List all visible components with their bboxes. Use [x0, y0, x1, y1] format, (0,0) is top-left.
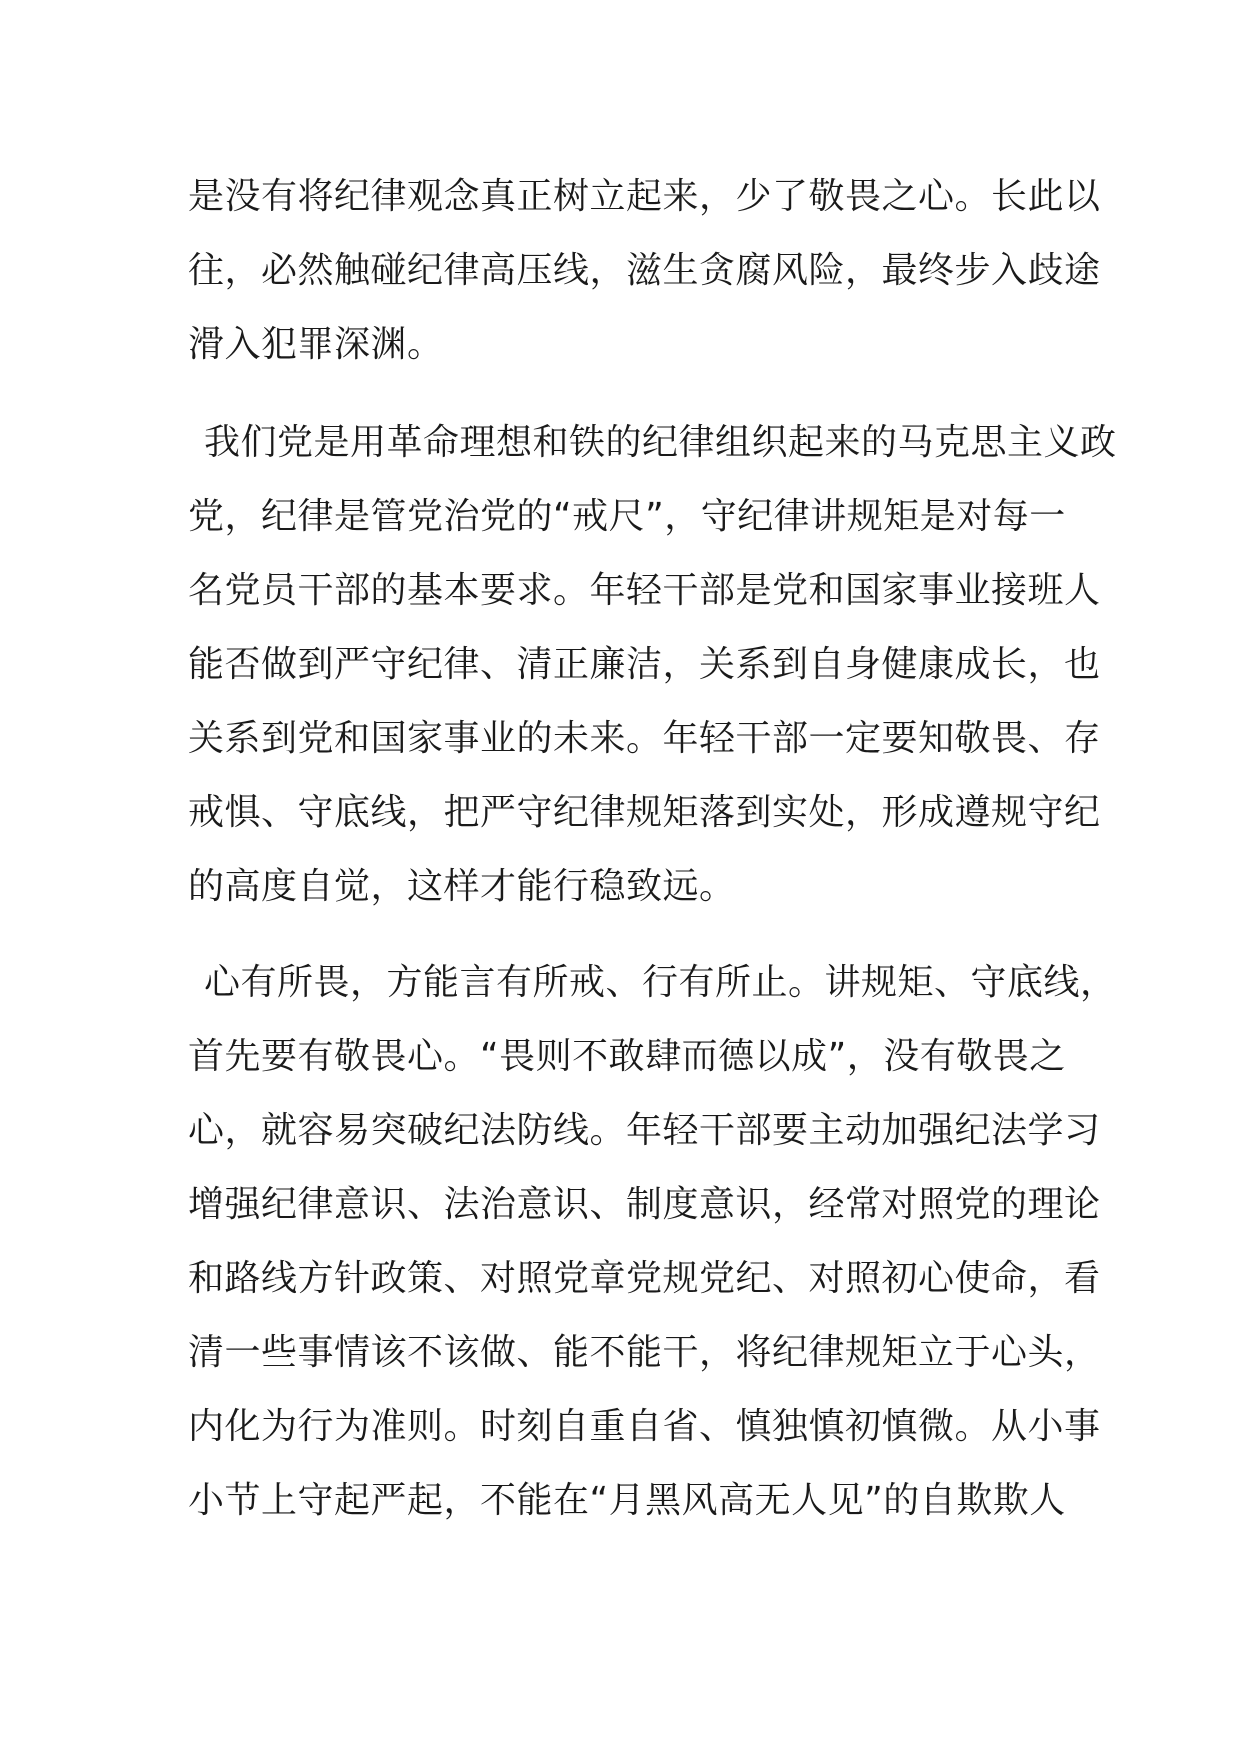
paragraph-line: 心，就容易突破纪法防线。年轻干部要主动加强纪法学习: [188, 1110, 1101, 1151]
paragraph-2: [188, 406, 1117, 924]
paragraph-line: 党，纪律是管党治党的“戒尺”，守纪律讲规矩是对每一: [188, 496, 1066, 537]
paragraph-line: 增强纪律意识、法治意识、制度意识，经常对照党的理论: [188, 1184, 1101, 1225]
paragraph-first-line: 我们党是用革命理想和铁的纪律组织起来的马克思主义政: [204, 422, 1117, 463]
paragraph-line: 能否做到严守纪律、清正廉洁，关系到自身健康成长，也: [188, 644, 1101, 685]
paragraph-line: 和路线方针政策、对照党章党规党纪、对照初心使命，看: [188, 1258, 1101, 1299]
paragraph-line: 滑入犯罪深渊。: [188, 324, 444, 365]
paragraph-line: 是没有将纪律观念真正树立起来，少了敬畏之心。长此以: [188, 176, 1101, 217]
paragraph-line: 内化为行为准则。时刻自重自省、慎独慎初慎微。从小事: [188, 1406, 1101, 1447]
paragraph-line: 戒惧、守底线，把严守纪律规矩落到实处，形成遵规守纪: [188, 792, 1101, 833]
paragraph-line: 名党员干部的基本要求。年轻干部是党和国家事业接班人: [188, 570, 1101, 611]
paragraph-first-line: 心有所畏，方能言有所戒、行有所止。讲规矩、守底线，: [204, 962, 1117, 1003]
paragraph-line: 关系到党和国家事业的未来。年轻干部一定要知敬畏、存: [188, 718, 1101, 759]
paragraph-line: 的高度自觉，这样才能行稳致远。: [188, 866, 736, 907]
paragraph-line: 首先要有敬畏心。“畏则不敢肆而德以成”，没有敬畏之: [188, 1036, 1066, 1077]
paragraph-1: [188, 160, 1101, 382]
paragraph-3: [188, 946, 1117, 1538]
paragraph-line: 往，必然触碰纪律高压线，滋生贪腐风险，最终步入歧途: [188, 250, 1101, 291]
paragraph-line: 清一些事情该不该做、能不能干，将纪律规矩立于心头，: [188, 1332, 1101, 1373]
paragraph-line: 小节上守起严起，不能在“月黑风高无人见”的自欺欺人: [188, 1480, 1066, 1521]
